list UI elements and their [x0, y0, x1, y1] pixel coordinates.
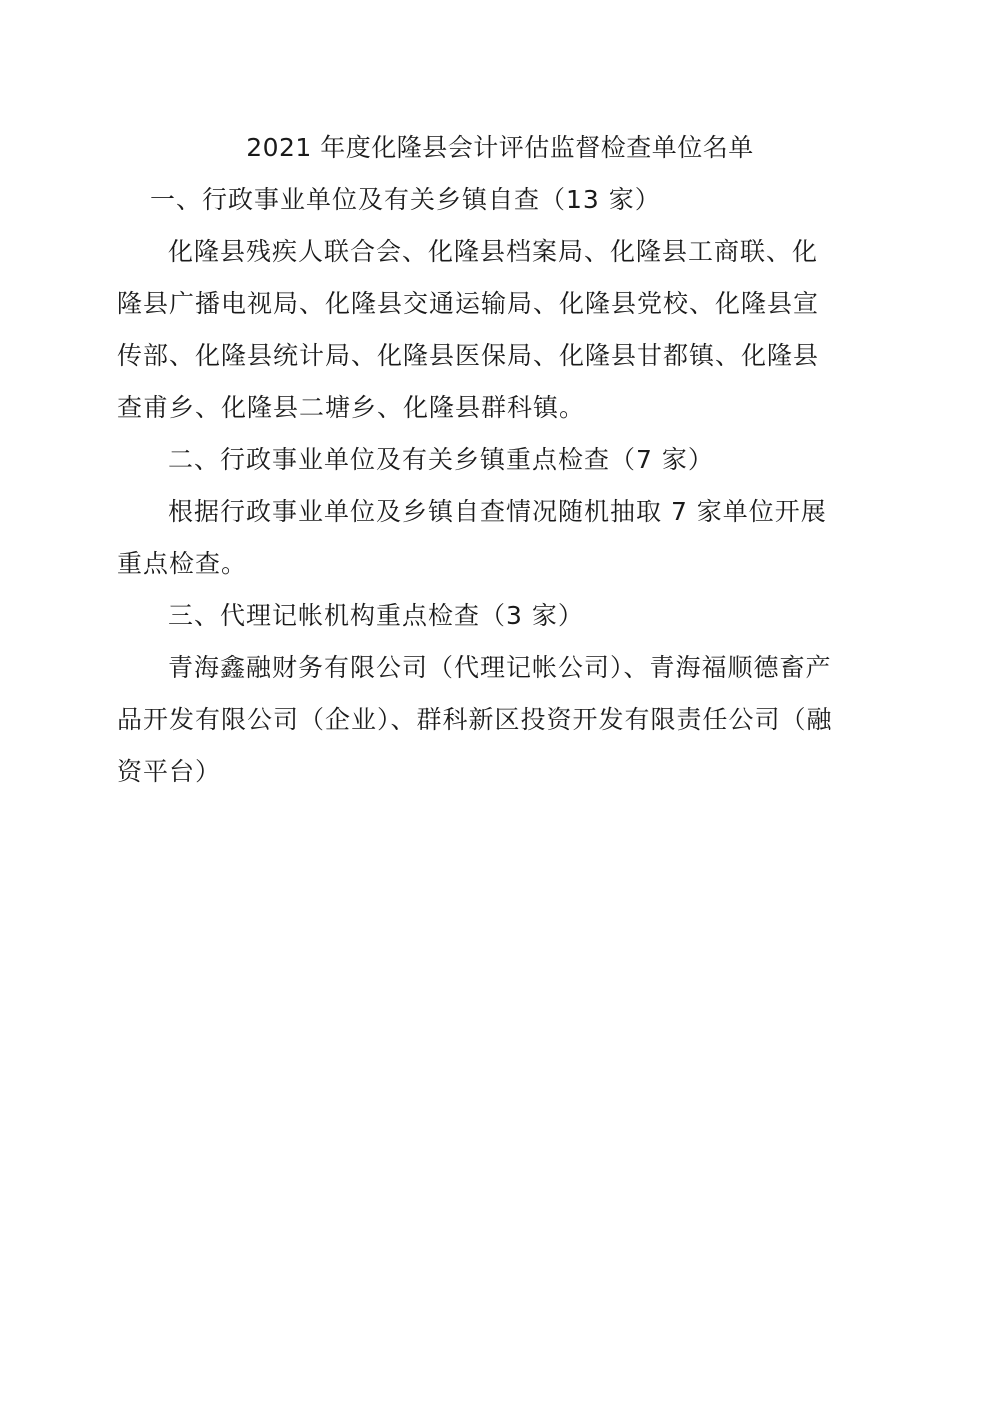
section-3-line-1: 青海鑫融财务有限公司（代理记帐公司）、青海福顺德畜产 — [168, 653, 832, 682]
section-3-line-3: 资平台） — [117, 757, 222, 786]
section-3-line-2: 品开发有限公司（企业）、群科新区投资开发有限责任公司（融 — [117, 705, 833, 734]
document-title: 2021 年度化隆县会计评估监督检查单位名单 — [246, 133, 754, 162]
section-3-heading: 三、代理记帐机构重点检查（3 家） — [168, 601, 584, 630]
section-2-line-2: 重点检查。 — [117, 549, 248, 578]
section-1-heading: 一、行政事业单位及有关乡镇自查（13 家） — [150, 185, 661, 214]
section-1-line-3: 传部、化隆县统计局、化隆县医保局、化隆县甘都镇、化隆县 — [117, 341, 820, 370]
section-2-heading: 二、行政事业单位及有关乡镇重点检查（7 家） — [168, 445, 714, 474]
section-2-line-1: 根据行政事业单位及乡镇自查情况随机抽取 7 家单位开展 — [168, 497, 827, 526]
section-1-line-4: 查甫乡、化隆县二塘乡、化隆县群科镇。 — [117, 393, 586, 422]
section-1-line-2: 隆县广播电视局、化隆县交通运输局、化隆县党校、化隆县宣 — [117, 289, 820, 318]
section-1-line-1: 化隆县残疾人联合会、化隆县档案局、化隆县工商联、化 — [168, 237, 819, 266]
